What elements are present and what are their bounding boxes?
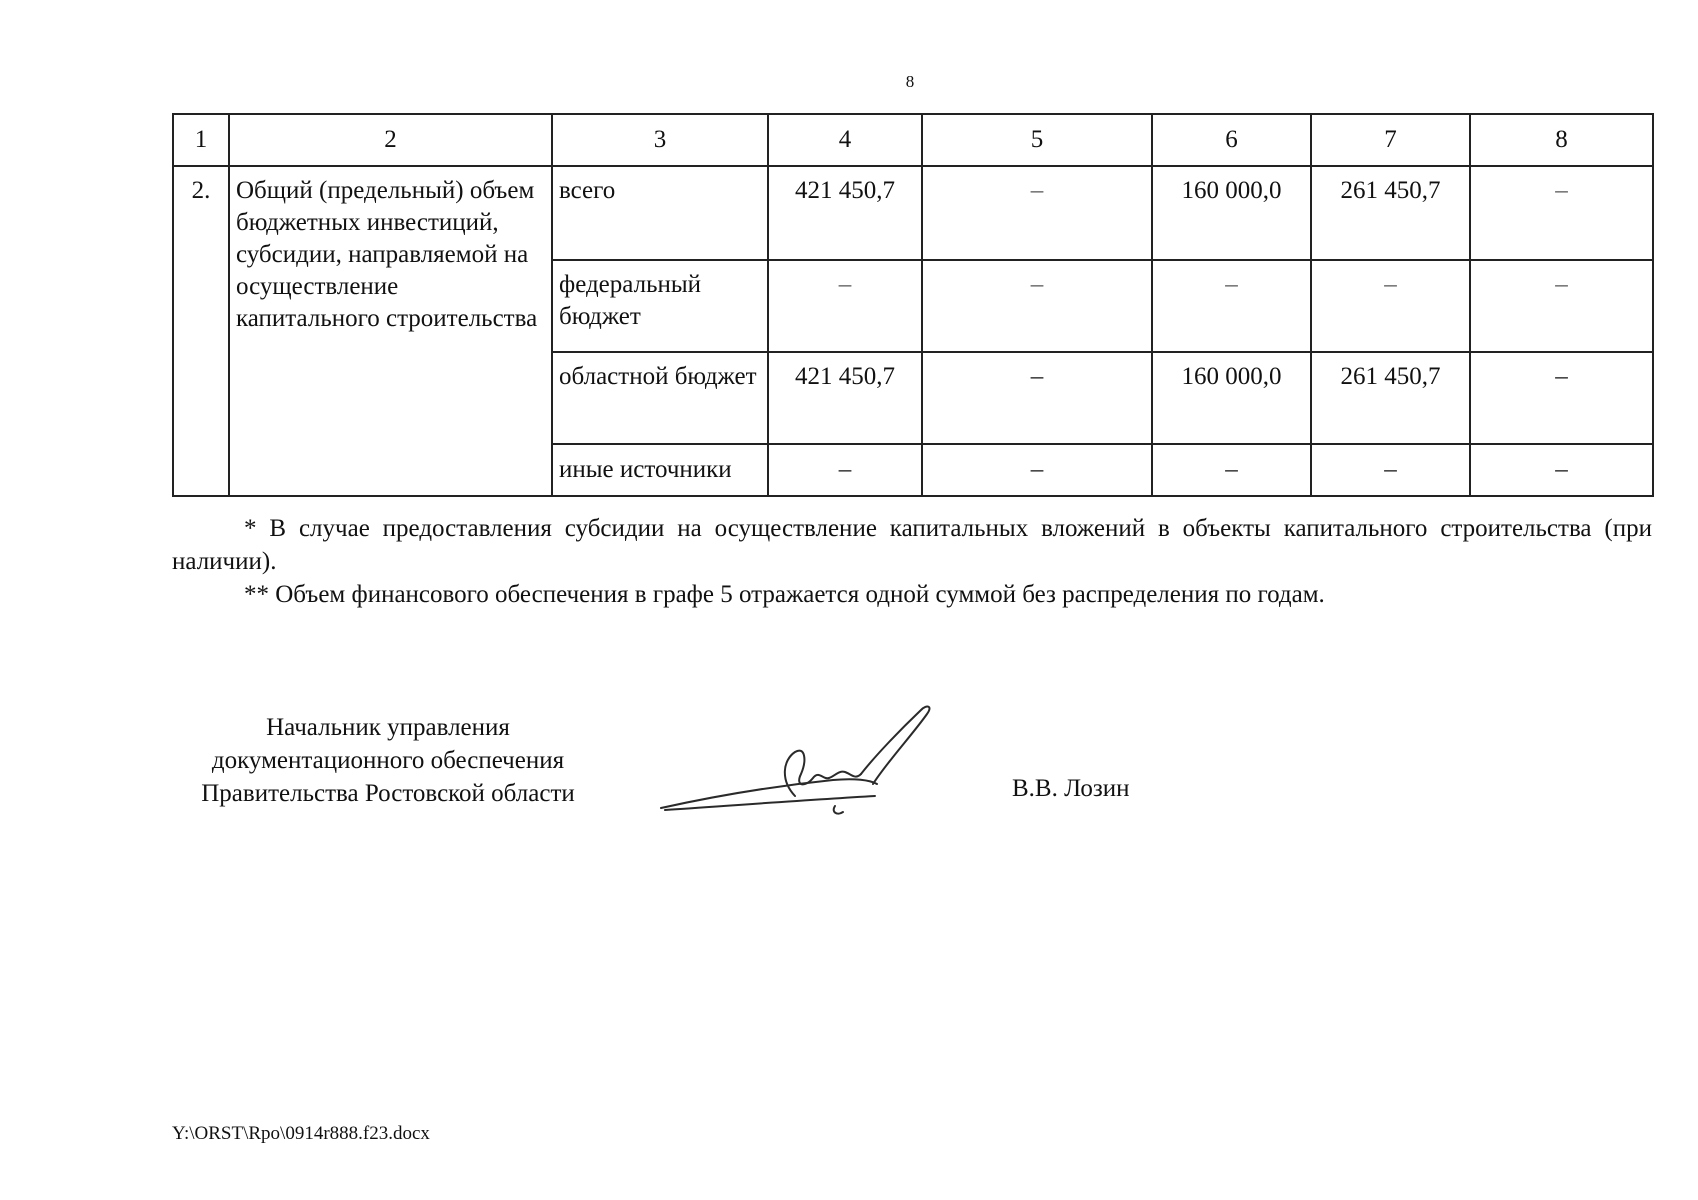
value-cell: 160 000,0 xyxy=(1152,352,1311,444)
value-cell: 421 450,7 xyxy=(768,352,922,444)
value-cell: 261 450,7 xyxy=(1311,352,1470,444)
value-cell: – xyxy=(922,444,1152,496)
header-cell: 8 xyxy=(1470,114,1653,166)
value-cell: 421 450,7 xyxy=(768,166,922,260)
page-number: 8 xyxy=(905,72,915,91)
signatory-title-line: Начальник управления xyxy=(266,714,510,741)
header-cell: 3 xyxy=(552,114,768,166)
funding-source: всего xyxy=(552,166,768,260)
value-cell: – xyxy=(1470,352,1653,444)
value-cell: – xyxy=(1311,260,1470,352)
row-description: Общий (предельный) объем бюджетных инвестиций, субсидии, направляемой на осуществление капитального строительства xyxy=(229,166,552,496)
header-cell: 5 xyxy=(922,114,1152,166)
table-header-row xyxy=(173,114,1653,166)
value-cell: – xyxy=(1311,444,1470,496)
value-cell: – xyxy=(768,444,922,496)
row-number: 2. xyxy=(173,166,229,496)
value-cell: – xyxy=(1470,260,1653,352)
signatory-title-line: документационного обеспечения xyxy=(211,747,565,774)
value-cell: – xyxy=(922,166,1152,260)
table-row xyxy=(173,166,1653,260)
value-cell: – xyxy=(1470,444,1653,496)
footnote: ** Объем финансового обеспечения в графе 5 отражается одной суммой без распределения по годам. xyxy=(244,581,1325,608)
funding-source: областной бюджет xyxy=(552,352,768,444)
value-cell: – xyxy=(768,260,922,352)
signatory-name: В.В. Лозин xyxy=(1012,775,1130,802)
header-cell: 7 xyxy=(1311,114,1470,166)
funding-source: иные источники xyxy=(552,444,768,496)
handwritten-signature xyxy=(655,700,945,820)
value-cell: 160 000,0 xyxy=(1152,166,1311,260)
value-cell: – xyxy=(1152,444,1311,496)
signatory-title xyxy=(172,711,604,810)
header-cell: 4 xyxy=(768,114,922,166)
value-cell: – xyxy=(1152,260,1311,352)
file-path: Y:\ORST\Rpo\0914r888.f23.docx xyxy=(172,1123,430,1144)
header-cell: 6 xyxy=(1152,114,1311,166)
footnotes xyxy=(172,512,1652,611)
value-cell: 261 450,7 xyxy=(1311,166,1470,260)
funding-source: федеральный бюджет xyxy=(552,260,768,352)
signatory-title-line: Правительства Ростовской области xyxy=(201,780,575,807)
value-cell: – xyxy=(922,260,1152,352)
value-cell: – xyxy=(922,352,1152,444)
header-cell: 2 xyxy=(229,114,552,166)
value-cell: – xyxy=(1470,166,1653,260)
budget-table xyxy=(172,113,1654,497)
footnote: * В случае предоставления субсидии на осуществление капитальных вложений в объекты капитального строительства (при наличии). xyxy=(172,515,1652,575)
header-cell: 1 xyxy=(173,114,229,166)
